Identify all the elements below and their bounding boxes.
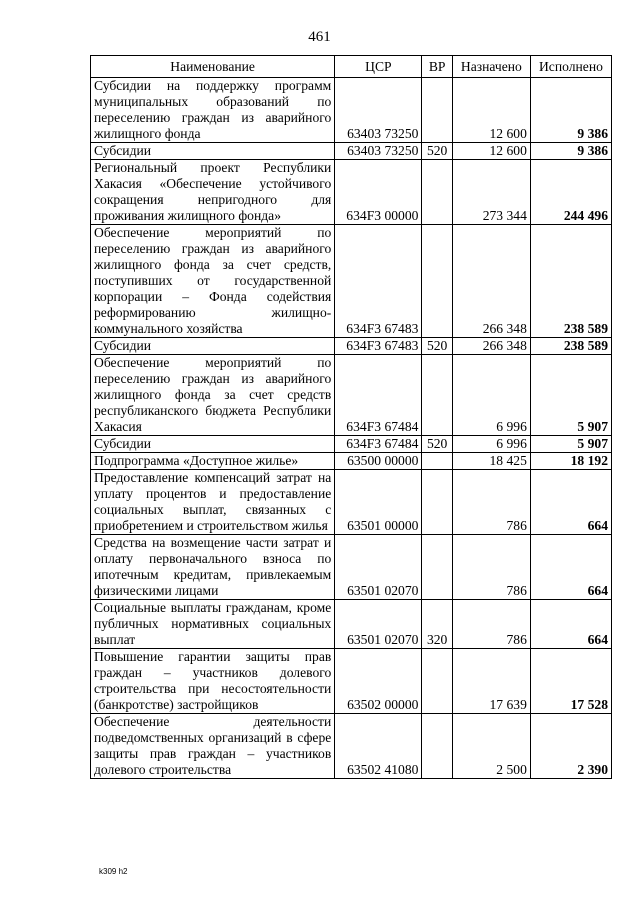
row-vr: 520	[422, 338, 452, 355]
table-row	[91, 160, 612, 225]
row-name: Региональный проект Республики Хакасия «Обеспечение устойчивого сокращения непригодного для проживания жилищного фонда»	[91, 160, 335, 225]
table-row	[91, 470, 612, 535]
row-csr: 634F3 00000	[335, 160, 422, 225]
row-csr: 634F3 67484	[335, 436, 422, 453]
row-name: Обеспечение мероприятий по переселению граждан из аварийного жилищного фонда за счет средств, поступивших от государственной корпорации – Фонда содействия реформированию жилищно-коммунального хозяйства	[91, 225, 335, 338]
row-csr: 63403 73250	[335, 143, 422, 160]
row-vr	[422, 535, 452, 600]
row-executed: 9 386	[530, 143, 611, 160]
row-executed: 5 907	[530, 436, 611, 453]
row-csr: 634F3 67484	[335, 355, 422, 436]
table-header-row	[91, 56, 612, 78]
table-row	[91, 143, 612, 160]
row-name: Субсидии	[91, 338, 335, 355]
row-assigned: 6 996	[452, 355, 530, 436]
table-row	[91, 338, 612, 355]
row-csr: 63502 41080	[335, 714, 422, 779]
row-executed: 17 528	[530, 649, 611, 714]
row-executed: 238 589	[530, 338, 611, 355]
budget-table	[90, 55, 612, 779]
row-name: Средства на возмещение части затрат и оплату первоначального взноса по ипотечным кредитам, привлекаемым физическими лицами	[91, 535, 335, 600]
row-csr: 63501 00000	[335, 470, 422, 535]
row-assigned: 266 348	[452, 225, 530, 338]
table-row	[91, 225, 612, 338]
column-header-csr: ЦСР	[335, 56, 422, 78]
row-vr	[422, 78, 452, 143]
row-csr: 63502 00000	[335, 649, 422, 714]
table-row	[91, 535, 612, 600]
column-header-vr: ВР	[422, 56, 452, 78]
row-csr: 63501 02070	[335, 600, 422, 649]
row-executed: 2 390	[530, 714, 611, 779]
row-assigned: 786	[452, 470, 530, 535]
row-csr: 63501 02070	[335, 535, 422, 600]
row-name: Субсидии	[91, 436, 335, 453]
row-vr	[422, 225, 452, 338]
table-row	[91, 453, 612, 470]
row-csr: 634F3 67483	[335, 338, 422, 355]
row-vr	[422, 453, 452, 470]
table-row	[91, 714, 612, 779]
table-row	[91, 600, 612, 649]
row-assigned: 17 639	[452, 649, 530, 714]
row-executed: 238 589	[530, 225, 611, 338]
row-vr: 520	[422, 436, 452, 453]
column-header-name: Наименование	[91, 56, 335, 78]
row-assigned: 18 425	[452, 453, 530, 470]
page-number: 461	[308, 29, 331, 45]
row-vr	[422, 160, 452, 225]
row-assigned: 266 348	[452, 338, 530, 355]
footer-code: k309 h2	[99, 867, 128, 876]
row-assigned: 786	[452, 600, 530, 649]
row-assigned: 273 344	[452, 160, 530, 225]
row-csr: 63500 00000	[335, 453, 422, 470]
table-row	[91, 649, 612, 714]
row-assigned: 786	[452, 535, 530, 600]
row-executed: 664	[530, 535, 611, 600]
row-vr: 320	[422, 600, 452, 649]
row-executed: 244 496	[530, 160, 611, 225]
row-assigned: 6 996	[452, 436, 530, 453]
row-executed: 5 907	[530, 355, 611, 436]
row-assigned: 12 600	[452, 78, 530, 143]
row-name: Субсидии	[91, 143, 335, 160]
row-vr	[422, 649, 452, 714]
row-vr	[422, 355, 452, 436]
row-name: Повышение гарантии защиты прав граждан – участников долевого строительства при несостоятельности (банкротстве) застройщиков	[91, 649, 335, 714]
row-csr: 63403 73250	[335, 78, 422, 143]
row-executed: 664	[530, 600, 611, 649]
row-executed: 9 386	[530, 78, 611, 143]
column-header-executed: Исполнено	[530, 56, 611, 78]
row-executed: 664	[530, 470, 611, 535]
row-csr: 634F3 67483	[335, 225, 422, 338]
row-name: Обеспечение мероприятий по переселению граждан из аварийного жилищного фонда за счет средств республиканского бюджета Республики Хакасия	[91, 355, 335, 436]
row-name: Обеспечение деятельности подведомственных организаций в сфере защиты прав граждан – участников долевого строительства	[91, 714, 335, 779]
table-row	[91, 355, 612, 436]
row-assigned: 12 600	[452, 143, 530, 160]
column-header-assigned: Назначено	[452, 56, 530, 78]
row-name: Социальные выплаты гражданам, кроме публичных нормативных социальных выплат	[91, 600, 335, 649]
row-vr	[422, 714, 452, 779]
table-row	[91, 436, 612, 453]
table-row	[91, 78, 612, 143]
row-vr: 520	[422, 143, 452, 160]
row-assigned: 2 500	[452, 714, 530, 779]
row-name: Предоставление компенсаций затрат на уплату процентов и предоставление социальных выплат, связанных с приобретением и строительством жилья	[91, 470, 335, 535]
row-name: Субсидии на поддержку программ муниципальных образований по переселению граждан из аварийного жилищного фонда	[91, 78, 335, 143]
row-name: Подпрограмма «Доступное жилье»	[91, 453, 335, 470]
row-vr	[422, 470, 452, 535]
row-executed: 18 192	[530, 453, 611, 470]
